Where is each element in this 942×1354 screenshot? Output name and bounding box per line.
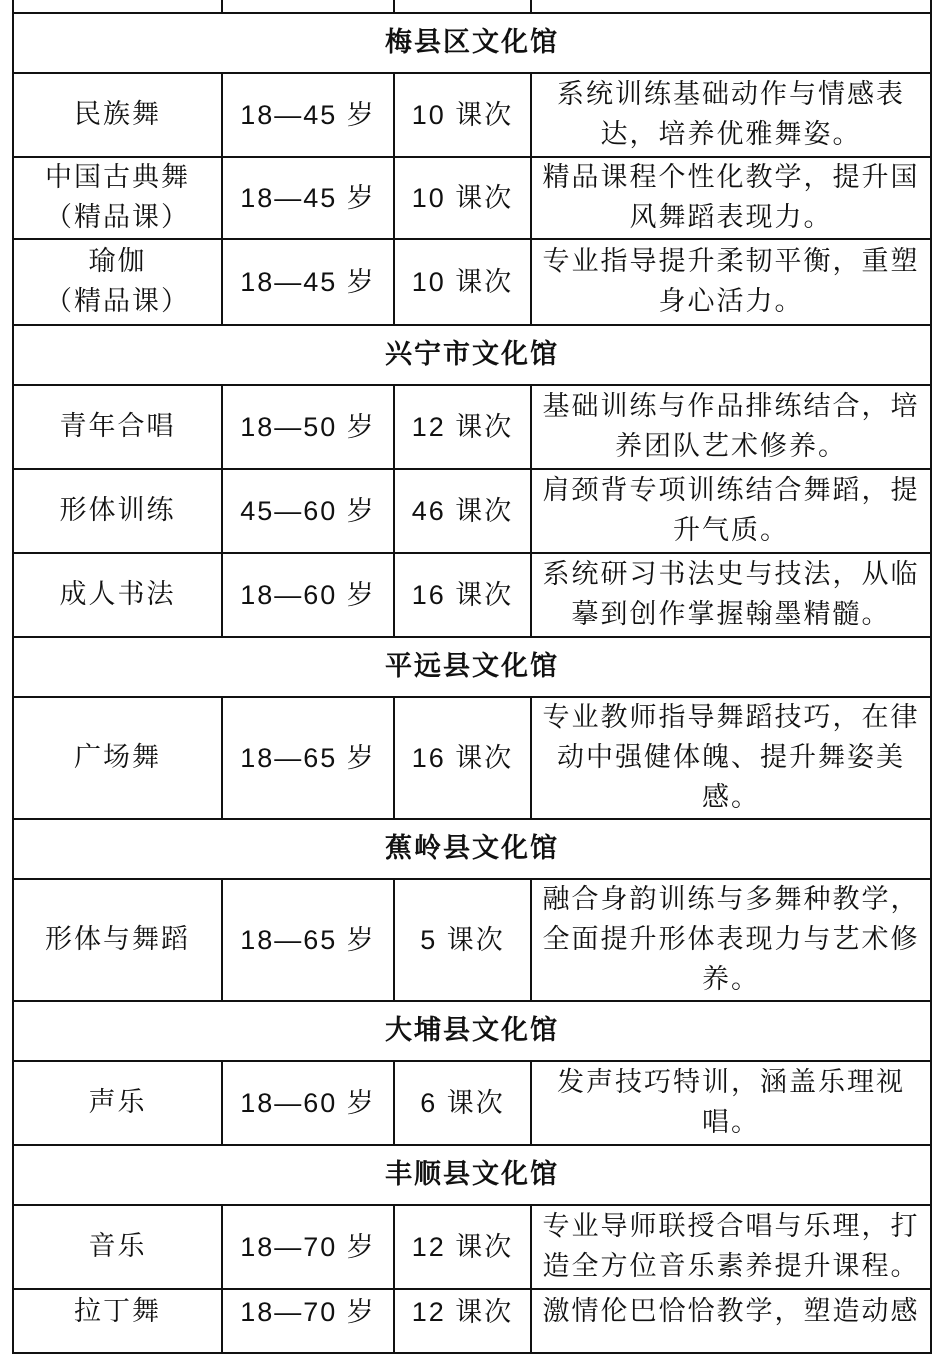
- section-header-row: [13, 819, 931, 879]
- table-row-cut-off-top: [13, 0, 931, 13]
- section-title: 大埔县文化馆: [13, 1001, 931, 1061]
- age-range: 45—60 岁: [222, 469, 394, 553]
- table-cell: [13, 0, 222, 13]
- course-description: 系统研习书法史与技法，从临摹到创作掌握翰墨精髓。: [531, 553, 931, 637]
- table-row: [13, 1289, 931, 1353]
- table-row: [13, 469, 931, 553]
- table-row: [13, 879, 931, 1001]
- course-name-line: 拉丁舞: [74, 1296, 161, 1327]
- course-name-line: 形体与舞蹈: [45, 924, 190, 955]
- table-row: [13, 697, 931, 819]
- course-description: 系统训练基础动作与情感表达，培养优雅舞姿。: [531, 73, 931, 157]
- course-name: [13, 157, 222, 239]
- table-cell: [222, 0, 394, 13]
- course-name: [13, 469, 222, 553]
- course-description: 基础训练与作品排练结合，培养团队艺术修养。: [531, 385, 931, 469]
- course-name-line: 形体训练: [59, 495, 176, 526]
- session-count: 46 课次: [394, 469, 531, 553]
- session-count: 12 课次: [394, 1205, 531, 1289]
- course-name: [13, 385, 222, 469]
- session-count: 6 课次: [394, 1061, 531, 1145]
- section-title: 蕉岭县文化馆: [13, 819, 931, 879]
- session-count: 12 课次: [394, 1289, 531, 1353]
- age-range: 18—65 岁: [222, 697, 394, 819]
- age-range: 18—60 岁: [222, 553, 394, 637]
- session-count: 16 课次: [394, 697, 531, 819]
- section-header-row: [13, 325, 931, 385]
- session-count: 5 课次: [394, 879, 531, 1001]
- course-name: [13, 1205, 222, 1289]
- course-description: 专业指导提升柔韧平衡，重塑身心活力。: [531, 239, 931, 325]
- course-name-line: 声乐: [88, 1087, 147, 1118]
- table-row: [13, 385, 931, 469]
- course-name: [13, 879, 222, 1001]
- age-range: 18—45 岁: [222, 73, 394, 157]
- course-name-line: 民族舞: [74, 99, 161, 130]
- course-name-line: （精品课）: [45, 286, 190, 317]
- course-description: 专业教师指导舞蹈技巧，在律动中强健体魄、提升舞姿美感。: [531, 697, 931, 819]
- course-name: [13, 73, 222, 157]
- course-name: [13, 1061, 222, 1145]
- section-title: 平远县文化馆: [13, 637, 931, 697]
- course-name-line: 音乐: [88, 1231, 147, 1262]
- course-name-line: 青年合唱: [59, 411, 176, 442]
- session-count: 12 课次: [394, 385, 531, 469]
- course-description: 肩颈背专项训练结合舞蹈，提升气质。: [531, 469, 931, 553]
- section-header-row: [13, 1145, 931, 1205]
- table-row: [13, 1061, 931, 1145]
- section-title: 梅县区文化馆: [13, 13, 931, 73]
- course-name: [13, 553, 222, 637]
- age-range: 18—45 岁: [222, 157, 394, 239]
- table-row: [13, 239, 931, 325]
- table-row: [13, 157, 931, 239]
- session-count: 10 课次: [394, 73, 531, 157]
- section-title: 丰顺县文化馆: [13, 1145, 931, 1205]
- session-count: 10 课次: [394, 157, 531, 239]
- course-table: [12, 0, 932, 1354]
- course-description: 专业导师联授合唱与乐理，打造全方位音乐素养提升课程。: [531, 1205, 931, 1289]
- course-name-line: 瑜伽: [88, 246, 147, 277]
- section-header-row: [13, 637, 931, 697]
- course-name-line: 成人书法: [59, 579, 176, 610]
- table-cell: [394, 0, 531, 13]
- course-name: [13, 697, 222, 819]
- course-description: 精品课程个性化教学，提升国风舞蹈表现力。: [531, 157, 931, 239]
- course-description: 激情伦巴恰恰教学，塑造动感: [531, 1289, 931, 1353]
- age-range: 18—70 岁: [222, 1205, 394, 1289]
- table-row: [13, 1205, 931, 1289]
- age-range: 18—60 岁: [222, 1061, 394, 1145]
- course-description: 发声技巧特训，涵盖乐理视唱。: [531, 1061, 931, 1145]
- course-name-line: 广场舞: [74, 742, 161, 773]
- table-row: [13, 553, 931, 637]
- age-range: 18—70 岁: [222, 1289, 394, 1353]
- table-cell: [531, 0, 931, 13]
- age-range: 18—45 岁: [222, 239, 394, 325]
- session-count: 16 课次: [394, 553, 531, 637]
- age-range: 18—50 岁: [222, 385, 394, 469]
- course-name: [13, 1289, 222, 1353]
- course-name: [13, 239, 222, 325]
- section-header-row: [13, 13, 931, 73]
- course-name-line: 中国古典舞: [45, 162, 190, 193]
- section-title: 兴宁市文化馆: [13, 325, 931, 385]
- table-row: [13, 73, 931, 157]
- section-header-row: [13, 1001, 931, 1061]
- course-name-line: （精品课）: [45, 202, 190, 233]
- session-count: 10 课次: [394, 239, 531, 325]
- age-range: 18—65 岁: [222, 879, 394, 1001]
- course-description: 融合身韵训练与多舞种教学，全面提升形体表现力与艺术修养。: [531, 879, 931, 1001]
